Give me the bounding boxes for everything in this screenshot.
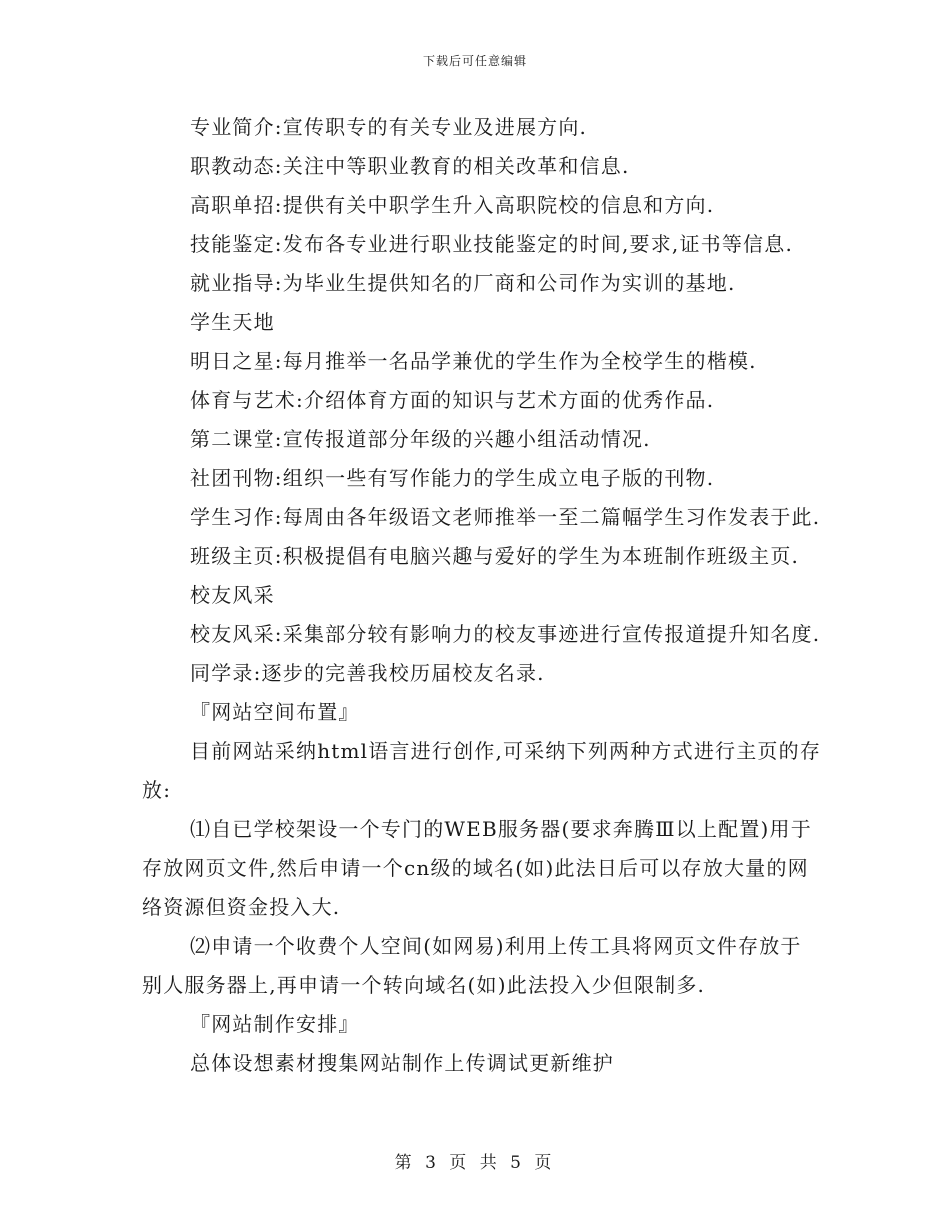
paragraph-classmate-list: 同学录:逐步的完善我校历届校友名录. <box>190 661 545 685</box>
paragraph-star-of-tomorrow: 明日之星:每月推举一名品学兼优的学生作为全校学生的楷模. <box>190 349 757 373</box>
page-number: 第 3 页 共 5 页 <box>394 1153 556 1173</box>
section-heading-site-production: 『网站制作安排』 <box>190 1012 360 1036</box>
paragraph-hosting-intro: 目前网站采纳html语言进行创作,可采纳下列两种方式进行主页的存放: <box>142 739 822 802</box>
paragraph-employment-guide: 就业指导:为毕业生提供知名的厂商和公司作为实训的基地. <box>190 271 736 295</box>
paragraph-option-two: ⑵申请一个收费个人空间(如网易)利用上传工具将网页文件存放于别人服务器上,再申请一个转向域名(如)此法投入少但限制多. <box>142 934 802 997</box>
paragraph-class-homepage: 班级主页:积极提倡有电脑兴趣与爱好的学生为本班制作班级主页. <box>190 544 800 568</box>
section-heading-alumni: 校友风采 <box>190 583 275 607</box>
section-heading-student-world: 学生天地 <box>190 310 275 334</box>
paragraph-second-classroom: 第二课堂:宣传报道部分年级的兴趣小组活动情况. <box>190 427 651 451</box>
page-header-note: 下载后可任意编辑 <box>422 54 527 68</box>
paragraph-higher-vocational: 高职单招:提供有关中职学生升入高职院校的信息和方向. <box>190 193 715 217</box>
paragraph-skill-assessment: 技能鉴定:发布各专业进行职业技能鉴定的时间,要求,证书等信息. <box>190 232 794 256</box>
section-heading-site-space: 『网站空间布置』 <box>190 700 360 724</box>
paragraph-production-steps: 总体设想素材搜集网站制作上传调试更新维护 <box>190 1051 614 1075</box>
paragraph-alumni-style: 校友风采:采集部分较有影响力的校友事迹进行宣传报道提升知名度. <box>190 622 821 646</box>
document-body <box>142 108 822 1083</box>
paragraph-student-writing: 学生习作:每周由各年级语文老师推举一至二篇幅学生习作发表于此. <box>190 505 821 529</box>
paragraph-vocational-news: 职教动态:关注中等职业教育的相关改革和信息. <box>190 154 630 178</box>
paragraph-sports-art: 体育与艺术:介绍体育方面的知识与艺术方面的优秀作品. <box>190 388 715 412</box>
paragraph-club-publications: 社团刊物:组织一些有写作能力的学生成立电子版的刊物. <box>190 466 715 490</box>
paragraph-major-intro: 专业简介:宣传职专的有关专业及进展方向. <box>190 115 588 139</box>
paragraph-option-one: ⑴自已学校架设一个专门的WEB服务器(要求奔腾Ⅲ以上配置)用于存放网页文件,然后申请一个cn级的域名(如)此法日后可以存放大量的网络资源但资金投入大. <box>142 817 812 919</box>
